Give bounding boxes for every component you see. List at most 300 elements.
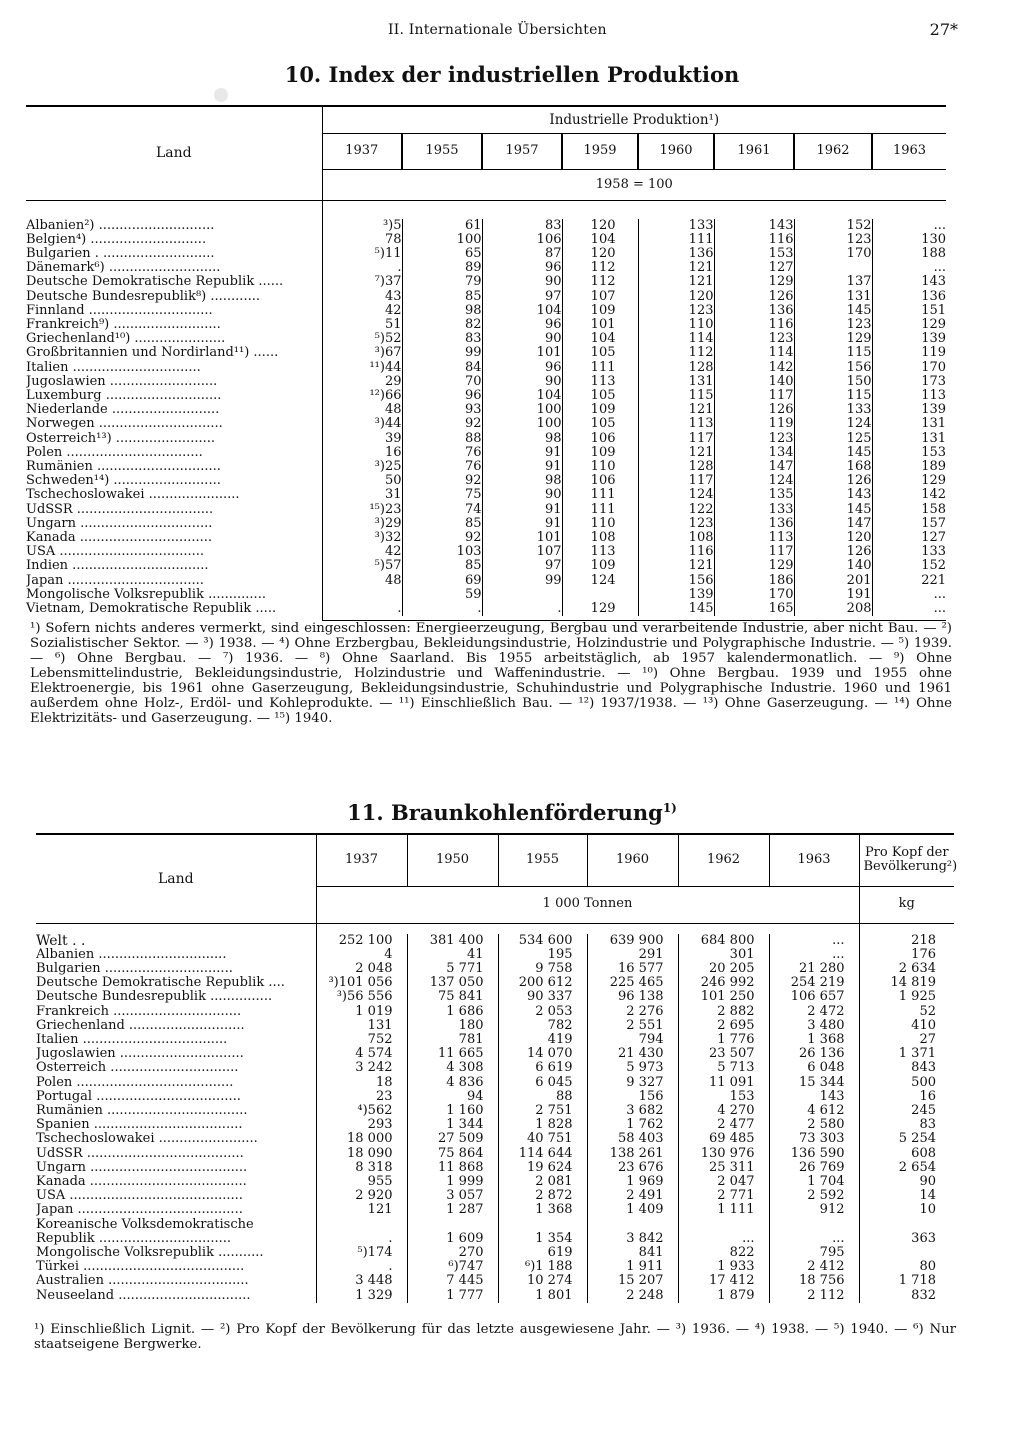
per-capita-value: 14 819 <box>859 976 954 990</box>
ink-smudge <box>214 88 228 102</box>
table-row <box>26 531 946 545</box>
index-value: 111 <box>562 361 638 375</box>
table-row <box>26 318 946 332</box>
production-value: 1 329 <box>316 1289 407 1303</box>
index-value: 140 <box>794 559 872 573</box>
production-value: 21 280 <box>769 962 859 976</box>
table10-year-1959: 1959 <box>562 134 638 170</box>
table-row <box>36 1132 954 1146</box>
page-number: 27* <box>929 20 958 39</box>
index-value: 208 <box>794 602 872 616</box>
index-value: 117 <box>714 389 794 403</box>
index-value: 136 <box>714 517 794 531</box>
index-value: 153 <box>872 446 946 460</box>
index-value: 189 <box>872 460 946 474</box>
production-value: 75 864 <box>407 1147 498 1161</box>
index-value: 107 <box>562 290 638 304</box>
table-row <box>36 976 954 990</box>
production-value: 2 412 <box>769 1260 859 1274</box>
index-value: 85 <box>402 517 482 531</box>
production-value: 11 091 <box>678 1076 769 1090</box>
country-label: Tschechoslowakei ........................ <box>36 1132 258 1147</box>
index-value: 129 <box>872 474 946 488</box>
production-value: 7 445 <box>407 1274 498 1288</box>
index-value: 91 <box>482 460 562 474</box>
index-value: 151 <box>872 304 946 318</box>
table11-year-1937: 1937 <box>316 834 407 886</box>
index-value: 113 <box>714 531 794 545</box>
index-value: 115 <box>638 389 714 403</box>
table-row <box>26 219 946 233</box>
index-value: 97 <box>482 290 562 304</box>
index-value: . <box>322 261 402 275</box>
production-value: 101 250 <box>678 990 769 1004</box>
production-value: 96 138 <box>587 990 678 1004</box>
index-value: 106 <box>562 432 638 446</box>
index-value <box>562 588 638 602</box>
table-row <box>26 361 946 375</box>
index-value: 106 <box>562 474 638 488</box>
country-label: Finnland .............................. <box>26 303 213 318</box>
index-value: 100 <box>482 403 562 417</box>
country-label: Österreich¹³) ........................ <box>26 431 215 446</box>
production-value: 21 430 <box>587 1047 678 1061</box>
table-row <box>36 990 954 1004</box>
production-value <box>407 1218 498 1232</box>
index-value: 143 <box>872 275 946 289</box>
index-value: 116 <box>714 318 794 332</box>
index-value: 89 <box>402 261 482 275</box>
production-value: 2 276 <box>587 1005 678 1019</box>
index-value: 104 <box>562 233 638 247</box>
production-value: 90 337 <box>498 990 587 1004</box>
per-capita-value: 16 <box>859 1090 954 1104</box>
index-value: 152 <box>872 559 946 573</box>
index-value: ³)25 <box>322 460 402 474</box>
production-value: 795 <box>769 1246 859 1260</box>
table11-per-capita-header: Pro Kopf der Bevölkerung²) <box>859 834 954 886</box>
index-value: 133 <box>638 219 714 233</box>
table-row <box>26 474 946 488</box>
index-value: 104 <box>482 304 562 318</box>
production-value: 2 592 <box>769 1189 859 1203</box>
country-label: Griechenland¹⁰) ...................... <box>26 332 226 347</box>
index-value: 104 <box>482 389 562 403</box>
index-value: 84 <box>402 361 482 375</box>
per-capita-value: 410 <box>859 1019 954 1033</box>
index-value: 98 <box>482 474 562 488</box>
production-value: 94 <box>407 1090 498 1104</box>
table10-year-1937: 1937 <box>322 134 402 170</box>
index-value: 170 <box>714 588 794 602</box>
table11-year-row <box>36 834 954 886</box>
index-value: 83 <box>482 219 562 233</box>
per-capita-value: 52 <box>859 1005 954 1019</box>
index-value: 153 <box>714 247 794 261</box>
table-row <box>26 432 946 446</box>
index-value: 129 <box>714 275 794 289</box>
table-row <box>26 417 946 431</box>
per-capita-value: 363 <box>859 1232 954 1246</box>
table-row <box>26 503 946 517</box>
production-value <box>316 1218 407 1232</box>
country-label: Mongolische Volksrepublik .............. <box>26 587 266 602</box>
production-value: 26 769 <box>769 1161 859 1175</box>
index-value: 124 <box>638 488 714 502</box>
production-value: 23 <box>316 1090 407 1104</box>
production-value: 639 900 <box>587 934 678 948</box>
table-row <box>36 1189 954 1203</box>
per-capita-value: 843 <box>859 1061 954 1075</box>
index-value: 109 <box>562 446 638 460</box>
table10-group-header: Industrielle Produktion¹) <box>322 106 946 134</box>
country-label: Rumänien .............................. <box>26 459 221 474</box>
production-value: 1 777 <box>407 1289 498 1303</box>
index-value: 145 <box>638 602 714 616</box>
index-value: 142 <box>714 361 794 375</box>
index-value: 111 <box>562 503 638 517</box>
production-value: 1 801 <box>498 1289 587 1303</box>
production-value: 1 704 <box>769 1175 859 1189</box>
production-value: 2 047 <box>678 1175 769 1189</box>
index-value: 65 <box>402 247 482 261</box>
index-value: 101 <box>482 346 562 360</box>
index-value: 110 <box>638 318 714 332</box>
index-value: 124 <box>562 574 638 588</box>
table11-year-1950: 1950 <box>407 834 498 886</box>
production-value: 131 <box>316 1019 407 1033</box>
table10-year-1960: 1960 <box>638 134 714 170</box>
country-label: Polen ................................. <box>26 445 203 460</box>
production-value: 2 491 <box>587 1189 678 1203</box>
production-value: 1 344 <box>407 1118 498 1132</box>
production-value: 2 551 <box>587 1019 678 1033</box>
index-value: 121 <box>638 559 714 573</box>
index-value: 112 <box>638 346 714 360</box>
table-row <box>26 602 946 616</box>
country-label: Großbritannien und Nordirland¹¹) ...... <box>26 346 279 361</box>
table-row <box>26 403 946 417</box>
index-value: 201 <box>794 574 872 588</box>
country-label: Koreanische Volksdemokratische <box>36 1217 254 1232</box>
production-value: 69 485 <box>678 1132 769 1146</box>
index-value: 101 <box>562 318 638 332</box>
index-value: 173 <box>872 375 946 389</box>
production-value: 26 136 <box>769 1047 859 1061</box>
production-value: 25 311 <box>678 1161 769 1175</box>
section-title: II. Internationale Übersichten <box>388 22 607 38</box>
country-label: Tschechoslowakei ...................... <box>26 488 240 503</box>
index-value: 78 <box>322 233 402 247</box>
table-row <box>36 1076 954 1090</box>
index-value: 105 <box>562 346 638 360</box>
production-value: 2 872 <box>498 1189 587 1203</box>
index-value: 116 <box>714 233 794 247</box>
index-value: 139 <box>638 588 714 602</box>
per-capita-value: 245 <box>859 1104 954 1118</box>
country-label: Deutsche Bundesrepublik⁸) ............ <box>26 289 260 304</box>
production-value <box>769 1218 859 1232</box>
index-value: 123 <box>714 332 794 346</box>
index-value: 136 <box>638 247 714 261</box>
per-capita-value: 1 718 <box>859 1274 954 1288</box>
production-value: 2 751 <box>498 1104 587 1118</box>
per-capita-value: 83 <box>859 1118 954 1132</box>
production-value: 23 507 <box>678 1047 769 1061</box>
index-value: 76 <box>402 446 482 460</box>
production-value: ⁵)174 <box>316 1246 407 1260</box>
production-value: 3 448 <box>316 1274 407 1288</box>
production-value: 73 303 <box>769 1132 859 1146</box>
production-value: 2 580 <box>769 1118 859 1132</box>
index-value: 145 <box>794 446 872 460</box>
table10-base: 1958 = 100 <box>322 170 946 201</box>
production-value: 19 624 <box>498 1161 587 1175</box>
index-value: 48 <box>322 574 402 588</box>
table11-year-1963: 1963 <box>769 834 859 886</box>
index-value: 96 <box>482 361 562 375</box>
production-value: 153 <box>678 1090 769 1104</box>
production-value <box>498 1218 587 1232</box>
country-label: Polen ...................................... <box>36 1075 234 1090</box>
production-value: 1 160 <box>407 1104 498 1118</box>
production-value: 9 327 <box>587 1076 678 1090</box>
table-row <box>36 1161 954 1175</box>
per-capita-value <box>859 1218 954 1232</box>
index-value: 93 <box>402 403 482 417</box>
index-value: 87 <box>482 247 562 261</box>
production-value: 1 609 <box>407 1232 498 1246</box>
production-value: 3 480 <box>769 1019 859 1033</box>
index-value: 143 <box>714 219 794 233</box>
country-label: UdSSR ...................................... <box>36 1146 244 1161</box>
country-label: Jugoslawien .............................. <box>36 1047 244 1062</box>
index-value: 136 <box>714 304 794 318</box>
index-value: 170 <box>794 247 872 261</box>
index-value: 48 <box>322 403 402 417</box>
table-row <box>36 1274 954 1288</box>
production-value: 2 695 <box>678 1019 769 1033</box>
production-value: 1 287 <box>407 1203 498 1217</box>
index-value: 74 <box>402 503 482 517</box>
production-value: . <box>316 1260 407 1274</box>
table11-per-capita-unit: kg <box>859 886 954 923</box>
index-value: 133 <box>794 403 872 417</box>
table-row <box>36 1289 954 1303</box>
table11-year-1962: 1962 <box>678 834 769 886</box>
production-value: . <box>316 1232 407 1246</box>
table11-title-footnote: 1) <box>662 801 677 815</box>
production-value: 619 <box>498 1246 587 1260</box>
index-value: 16 <box>322 446 402 460</box>
index-value: 147 <box>714 460 794 474</box>
table-row <box>26 261 946 275</box>
index-value: 85 <box>402 290 482 304</box>
index-value: 139 <box>872 403 946 417</box>
index-value: 140 <box>714 375 794 389</box>
production-value: 88 <box>498 1090 587 1104</box>
index-value: 145 <box>794 304 872 318</box>
production-value: 17 412 <box>678 1274 769 1288</box>
country-label: Türkei ....................................... <box>36 1260 245 1275</box>
index-value: 116 <box>638 545 714 559</box>
per-capita-value: 832 <box>859 1289 954 1303</box>
production-value: 18 756 <box>769 1274 859 1288</box>
index-value: 123 <box>638 304 714 318</box>
table-row <box>26 233 946 247</box>
country-label: Neuseeland ................................ <box>36 1288 251 1303</box>
per-capita-value: 90 <box>859 1175 954 1189</box>
index-value: 112 <box>562 275 638 289</box>
index-value: 130 <box>872 233 946 247</box>
production-value: 293 <box>316 1118 407 1132</box>
table-row <box>36 1005 954 1019</box>
index-value: 127 <box>714 261 794 275</box>
table10-body <box>26 219 946 617</box>
index-value: 115 <box>794 346 872 360</box>
index-value: 96 <box>402 389 482 403</box>
index-value: 101 <box>482 531 562 545</box>
production-value: 15 344 <box>769 1076 859 1090</box>
index-value: 99 <box>402 346 482 360</box>
production-value: 1 999 <box>407 1175 498 1189</box>
table10-year-1957: 1957 <box>482 134 562 170</box>
country-label: Albanien ............................... <box>36 947 227 962</box>
per-capita-value: 608 <box>859 1147 954 1161</box>
index-value: 120 <box>794 531 872 545</box>
production-value: ⁶)1 188 <box>498 1260 587 1274</box>
per-capita-value: 1 371 <box>859 1047 954 1061</box>
index-value <box>482 588 562 602</box>
production-value: ³)56 556 <box>316 990 407 1004</box>
table-row <box>26 375 946 389</box>
index-value: 143 <box>794 488 872 502</box>
production-value: 419 <box>498 1033 587 1047</box>
production-value: 137 050 <box>407 976 498 990</box>
table11 <box>36 833 958 1303</box>
index-value: 105 <box>562 389 638 403</box>
index-value: 91 <box>482 503 562 517</box>
index-value: 111 <box>638 233 714 247</box>
index-value: . <box>402 602 482 616</box>
table10 <box>26 105 946 621</box>
production-value: ... <box>769 1232 859 1246</box>
index-value: 158 <box>872 503 946 517</box>
index-value: ¹⁵)23 <box>322 503 402 517</box>
table-row <box>26 588 946 602</box>
index-value: 131 <box>794 290 872 304</box>
index-value: 111 <box>562 488 638 502</box>
country-label: Mongolische Volksrepublik ........... <box>36 1245 264 1260</box>
production-value <box>678 1218 769 1232</box>
production-value: 1 019 <box>316 1005 407 1019</box>
country-label: Jugoslawien .......................... <box>26 374 218 389</box>
table11-unit: 1 000 Tonnen <box>316 886 859 923</box>
country-label: Deutsche Bundesrepublik ............... <box>36 990 273 1005</box>
index-value: 129 <box>794 332 872 346</box>
index-value: ⁷)37 <box>322 275 402 289</box>
index-value: 134 <box>714 446 794 460</box>
index-value: 51 <box>322 318 402 332</box>
index-value: 157 <box>872 517 946 531</box>
country-label: Vietnam, Demokratische Republik ..... <box>26 601 277 616</box>
production-value: 143 <box>769 1090 859 1104</box>
table-row <box>36 1104 954 1118</box>
table10-year-1961: 1961 <box>714 134 794 170</box>
production-value: 252 100 <box>316 934 407 948</box>
index-value: 131 <box>872 432 946 446</box>
production-value: 11 665 <box>407 1047 498 1061</box>
index-value: 113 <box>562 375 638 389</box>
production-value: ... <box>769 934 859 948</box>
index-value: 139 <box>872 332 946 346</box>
production-value: 195 <box>498 948 587 962</box>
index-value: 92 <box>402 417 482 431</box>
production-value: 752 <box>316 1033 407 1047</box>
per-capita-value: 2 634 <box>859 962 954 976</box>
table10-year-1955: 1955 <box>402 134 482 170</box>
index-value: 147 <box>794 517 872 531</box>
per-capita-value: 218 <box>859 934 954 948</box>
country-label: Frankreich ............................... <box>36 1004 242 1019</box>
country-label: Japan ................................. <box>26 573 204 588</box>
production-value: 2 771 <box>678 1189 769 1203</box>
production-value: 1 368 <box>769 1033 859 1047</box>
per-capita-value: 5 254 <box>859 1132 954 1146</box>
table-row <box>26 574 946 588</box>
production-value: 291 <box>587 948 678 962</box>
production-value: 254 219 <box>769 976 859 990</box>
production-value: 2 882 <box>678 1005 769 1019</box>
index-value: 131 <box>872 417 946 431</box>
index-value <box>794 261 872 275</box>
production-value: 6 045 <box>498 1076 587 1090</box>
index-value: ³)5 <box>322 219 402 233</box>
table-row <box>26 290 946 304</box>
index-value: ¹²)66 <box>322 389 402 403</box>
production-value: 225 465 <box>587 976 678 990</box>
index-value: 69 <box>402 574 482 588</box>
production-value: 4 <box>316 948 407 962</box>
table-row <box>36 1260 954 1274</box>
production-value: 20 205 <box>678 962 769 976</box>
production-value: 955 <box>316 1175 407 1189</box>
table-row <box>36 1061 954 1075</box>
running-header <box>0 20 1024 42</box>
country-label: Bulgarien . ........................... <box>26 246 215 261</box>
index-value: 100 <box>482 417 562 431</box>
index-value: 105 <box>562 417 638 431</box>
index-value: 170 <box>872 361 946 375</box>
production-value: 41 <box>407 948 498 962</box>
index-value: 79 <box>402 275 482 289</box>
index-value: 150 <box>794 375 872 389</box>
production-value: 27 509 <box>407 1132 498 1146</box>
production-value: 4 574 <box>316 1047 407 1061</box>
country-label: Luxemburg ............................ <box>26 388 222 403</box>
production-value: 1 368 <box>498 1203 587 1217</box>
index-value: 128 <box>638 460 714 474</box>
index-value: 186 <box>714 574 794 588</box>
index-value: 109 <box>562 304 638 318</box>
production-value: 301 <box>678 948 769 962</box>
index-value: 31 <box>322 488 402 502</box>
country-label: Frankreich⁹) .......................... <box>26 317 221 332</box>
production-value: 781 <box>407 1033 498 1047</box>
country-label: Deutsche Demokratische Republik .... <box>36 976 285 991</box>
index-value: 83 <box>402 332 482 346</box>
index-value: 125 <box>794 432 872 446</box>
